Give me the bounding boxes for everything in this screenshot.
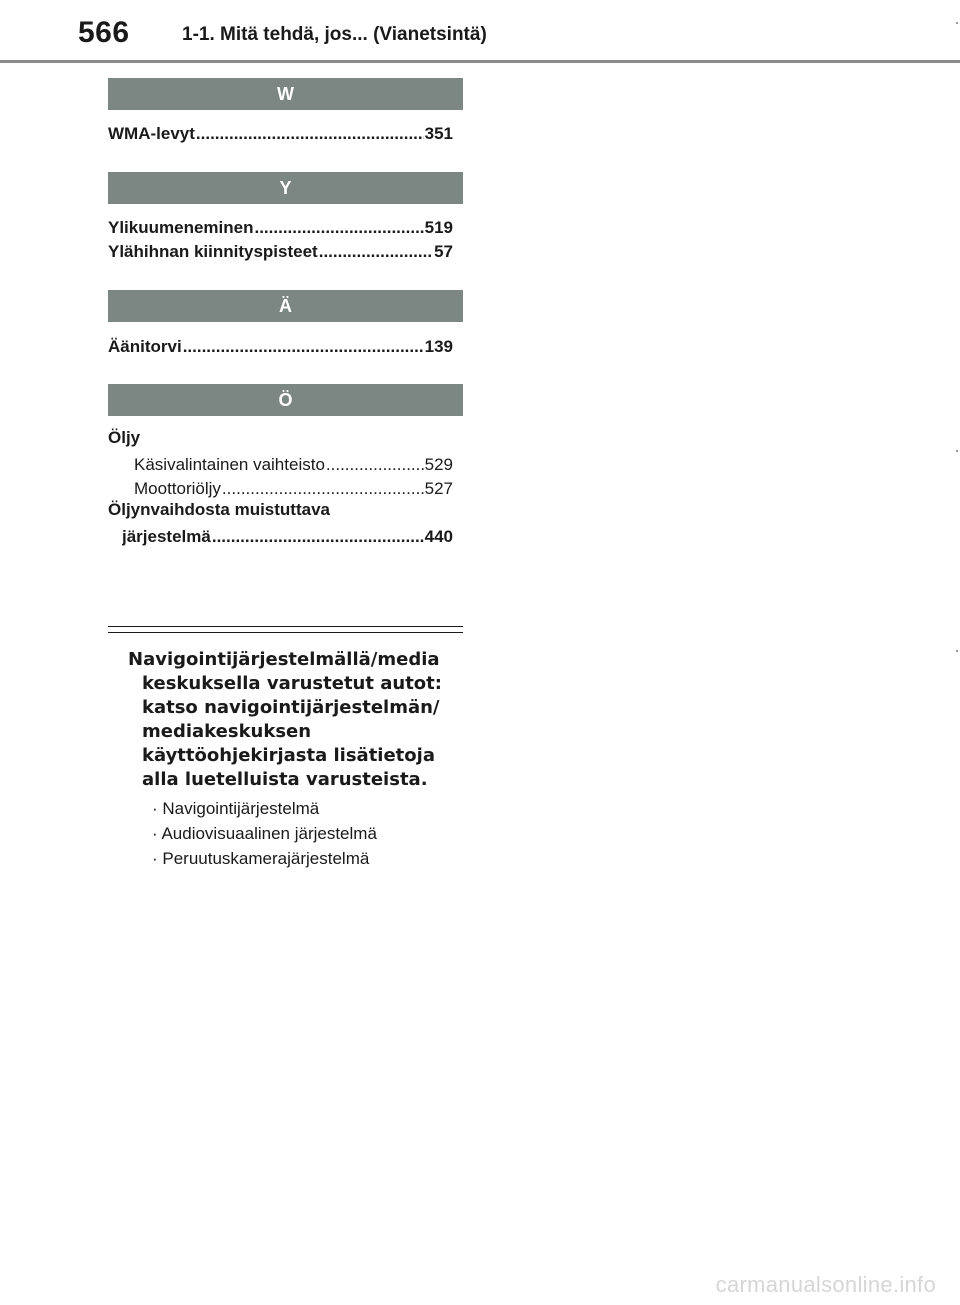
crop-mark — [956, 450, 958, 452]
index-entry-ylahihnan[interactable] — [108, 238, 453, 262]
section-bar-w: W — [108, 78, 463, 110]
page-header — [0, 0, 960, 64]
index-page-ref[interactable]: 139 — [424, 337, 453, 356]
index-term: Ylikuumeneminen — [108, 218, 254, 237]
index-page-ref[interactable]: 519 — [424, 218, 453, 237]
index-entry-jarjestelma[interactable] — [122, 523, 453, 547]
crop-mark — [956, 22, 958, 24]
note-list-item: · Navigointijärjestelmä — [152, 799, 320, 818]
leader-dots — [326, 455, 424, 475]
index-term: Moottoriöljy — [134, 479, 221, 498]
leader-dots — [222, 479, 424, 499]
index-term: järjestelmä — [122, 527, 211, 546]
section-bar-ae: Ä — [108, 290, 463, 322]
index-page-ref[interactable]: 351 — [424, 124, 453, 143]
section-bar-y: Y — [108, 172, 463, 204]
index-heading-oljy: Öljy — [108, 428, 141, 447]
header-rule — [0, 60, 960, 63]
index-page-ref[interactable]: 57 — [434, 242, 453, 261]
index-page-ref[interactable]: 527 — [424, 479, 453, 498]
note-line: käyttöohjekirjasta lisätietoja — [142, 745, 435, 766]
index-page-ref[interactable]: 529 — [424, 455, 453, 474]
index-entry-aanitorvi[interactable] — [108, 333, 453, 357]
index-subentry-moottorioljy[interactable] — [134, 475, 453, 499]
double-divider — [108, 626, 463, 633]
page-number: 566 — [78, 16, 130, 49]
note-line: katso navigointijärjestelmän/ — [142, 697, 440, 718]
index-heading-oljynvaihto: Öljynvaihdosta muistuttava — [108, 500, 330, 519]
chapter-title: 1-1. Mitä tehdä, jos... (Vianetsintä) — [182, 24, 487, 45]
navigation-note — [128, 648, 468, 792]
note-line: mediakeskuksen — [142, 721, 312, 742]
leader-dots — [183, 337, 424, 357]
leader-dots — [254, 218, 423, 238]
leader-dots — [196, 124, 424, 144]
note-list-item: · Audiovisuaalinen järjestelmä — [152, 824, 377, 843]
index-subentry-vaihteisto[interactable] — [134, 451, 453, 475]
note-list — [152, 796, 377, 871]
index-term: Äänitorvi — [108, 337, 182, 356]
index-entry-ylikuumeneminen[interactable] — [108, 214, 453, 238]
leader-dots — [212, 527, 424, 547]
index-entry-wma[interactable] — [108, 120, 453, 144]
index-term: Ylähihnan kiinnityspisteet — [108, 242, 318, 261]
note-line: keskuksella varustetut autot: — [142, 673, 442, 694]
index-term: WMA-levyt — [108, 124, 195, 143]
crop-mark — [956, 650, 958, 652]
watermark: carmanualsonline.info — [715, 1272, 936, 1297]
leader-dots — [319, 242, 433, 262]
note-list-item: · Peruutuskamerajärjestelmä — [152, 849, 370, 868]
index-page-ref[interactable]: 440 — [424, 527, 453, 546]
note-line: alla luetelluista varusteista. — [142, 769, 428, 790]
section-bar-oe: Ö — [108, 384, 463, 416]
note-line: Navigointijärjestelmällä/media — [128, 649, 440, 670]
index-term: Käsivalintainen vaihteisto — [134, 455, 325, 474]
